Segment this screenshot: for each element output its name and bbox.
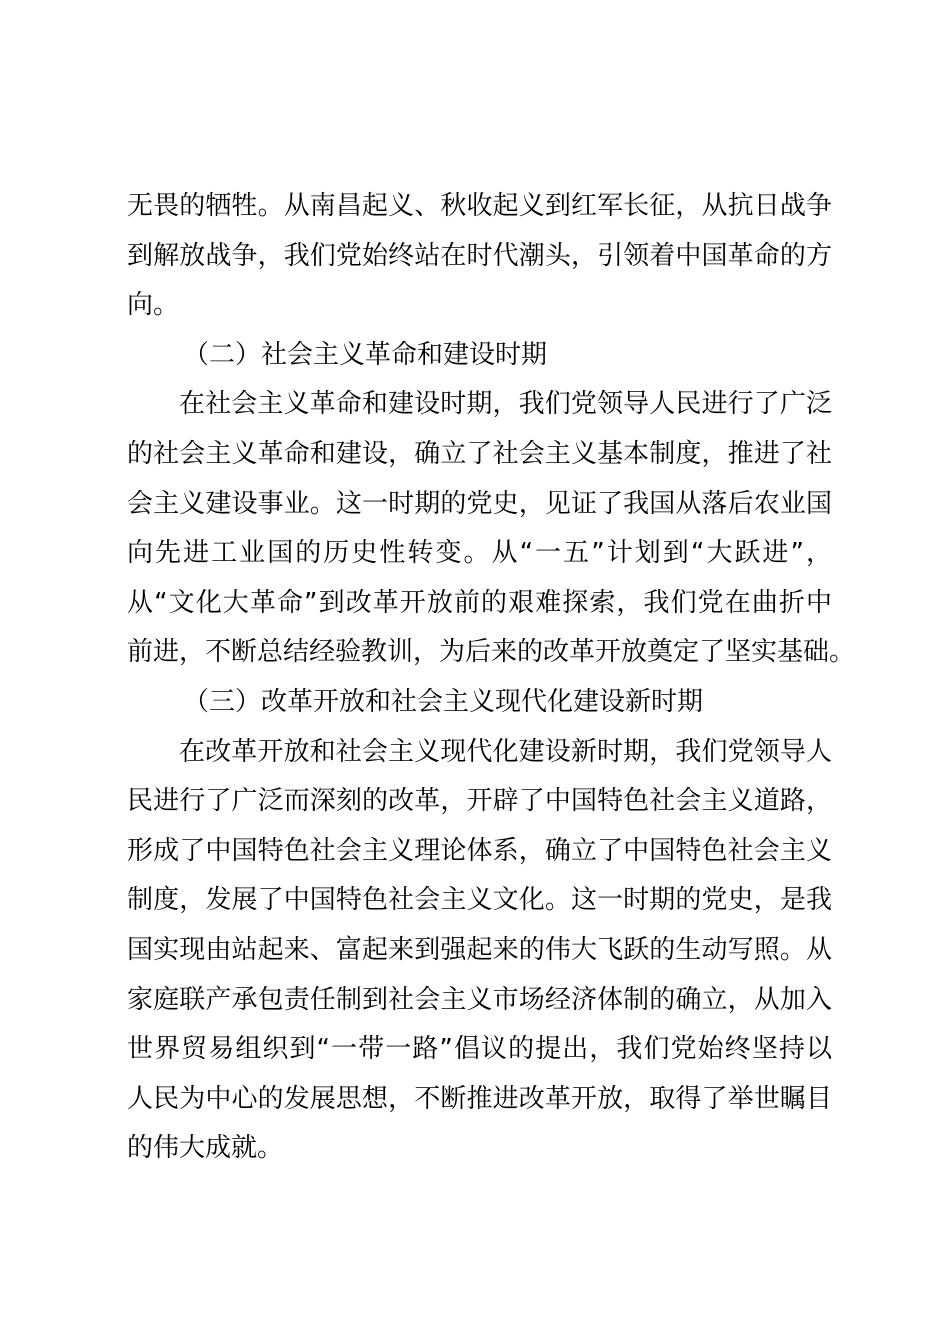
document-body	[127, 182, 856, 1174]
body-line: 向先进工业国的历史性转变。从“一五”计划到“大跃进”，	[127, 538, 832, 569]
body-line: 到解放战争，我们党始终站在时代潮头，引领着中国革命的方	[127, 240, 832, 271]
body-line: 的伟大成就。	[127, 1133, 284, 1164]
body-line: 国实现由站起来、富起来到强起来的伟大飞跃的生动写照。从	[127, 934, 832, 965]
body-line: 前进，不断总结经验教训，为后来的改革开放奠定了坚实基础。	[127, 637, 856, 668]
section-heading-3: （三）改革开放和社会主义现代化建设新时期	[183, 686, 704, 717]
paragraph-first-line: 在改革开放和社会主义现代化建设新时期，我们党领导人	[179, 736, 832, 767]
section-heading-2: （二）社会主义革命和建设时期	[183, 339, 548, 370]
body-line: 无畏的牺牲。从南昌起义、秋收起义到红军长征，从抗日战争	[127, 191, 832, 221]
body-line: 向。	[127, 290, 180, 321]
body-line: 从“文化大革命”到改革开放前的艰难探索，我们党在曲折中	[127, 587, 832, 618]
body-line: 会主义建设事业。这一时期的党史，见证了我国从落后农业国	[127, 488, 832, 519]
body-line: 制度，发展了中国特色社会主义文化。这一时期的党史，是我	[127, 885, 832, 916]
paragraph-first-line: 在社会主义革命和建设时期，我们党领导人民进行了广泛	[179, 389, 832, 420]
body-line: 家庭联产承包责任制到社会主义市场经济体制的确立，从加入	[127, 984, 832, 1015]
body-line: 形成了中国特色社会主义理论体系，确立了中国特色社会主义	[127, 835, 832, 866]
body-line: 世界贸易组织到“一带一路”倡议的提出，我们党始终坚持以	[127, 1034, 832, 1065]
body-line: 的社会主义革命和建设，确立了社会主义基本制度，推进了社	[127, 438, 832, 469]
body-line: 人民为中心的发展思想，不断推进改革开放，取得了举世瞩目	[127, 1083, 832, 1114]
body-line: 民进行了广泛而深刻的改革，开辟了中国特色社会主义道路，	[127, 786, 832, 817]
